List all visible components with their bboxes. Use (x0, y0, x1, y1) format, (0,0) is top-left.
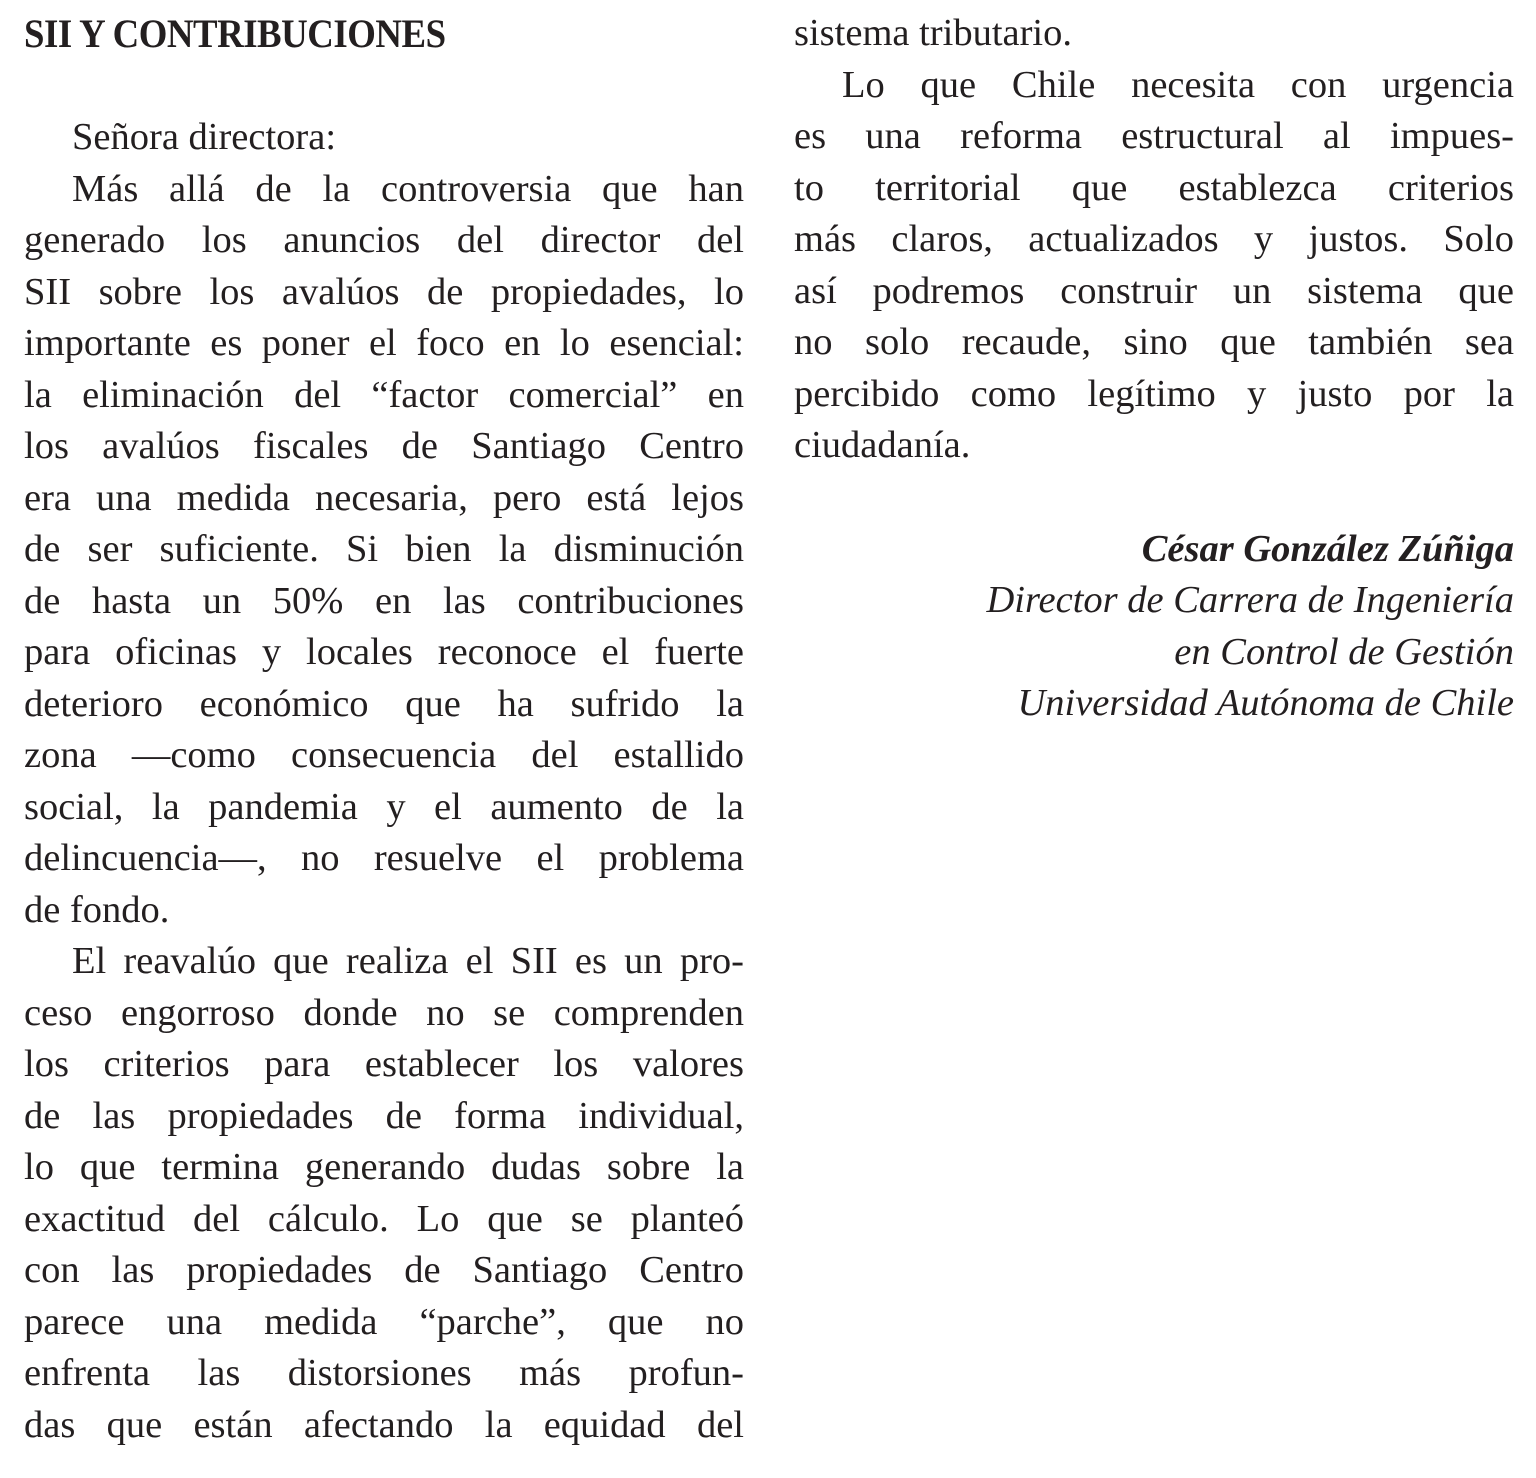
text-line: ceso engorroso donde no se comprenden (24, 991, 744, 1034)
text-line: los criterios para establecer los valores (24, 1043, 744, 1085)
text-line: El reavalúo que realiza el SII es un pro- (72, 940, 744, 982)
text-line: Lo que Chile necesita con urgencia (842, 63, 1514, 106)
text-line: de fondo. (24, 888, 170, 931)
text-line: para oficinas y locales reconoce el fuerte (24, 631, 744, 673)
text-line: delincuencia—, no resuelve el problema (24, 837, 744, 879)
text-line: ciudadanía. (794, 424, 971, 466)
text-line: con las propiedades de Santiago Centro (24, 1249, 744, 1291)
text-line: más claros, actualizados y justos. Solo (794, 218, 1514, 260)
salutation-block (24, 112, 744, 164)
text-line: zona —como consecuencia del estallido (24, 734, 744, 776)
spacer (794, 472, 1514, 524)
right-column (794, 8, 1514, 730)
author-title-continued: en Control de Gestión (1174, 630, 1514, 673)
text-line: sistema tributario. (794, 12, 1072, 54)
author-title: Director de Carrera de Ingeniería (986, 579, 1514, 621)
text-line: los avalúos fiscales de Santiago Centro (24, 425, 744, 467)
text-line: parece una medida “parche”, que no (24, 1300, 744, 1343)
text-line: así podremos construir un sistema que (794, 269, 1514, 312)
text-line: to territorial que establezca criterios (794, 166, 1514, 209)
salutation: Señora directora: (72, 116, 337, 158)
paragraph-2 (24, 936, 744, 1451)
text-line: de ser suficiente. Si bien la disminución (24, 528, 744, 570)
text-line: das que están afectando la equidad del (24, 1403, 744, 1446)
text-line: era una medida necesaria, pero está lejos (24, 476, 744, 519)
text-line: es una reforma estructural al impues- (794, 115, 1514, 157)
text-line: la eliminación del “factor comercial” en (24, 373, 744, 416)
text-line: enfrenta las distorsiones más profun- (24, 1352, 744, 1394)
text-line: de hasta un 50% en las contribuciones (24, 579, 744, 622)
paragraph-3 (794, 60, 1514, 472)
text-line: exactitud del cálculo. Lo que se planteó (24, 1197, 744, 1240)
author-institution: Universidad Autónoma de Chile (1017, 682, 1514, 724)
left-column (24, 8, 744, 1451)
author-name: César González Zúñiga (1141, 527, 1514, 570)
text-line: generado los anuncios del director del (24, 219, 744, 261)
text-line: Más allá de la controversia que han (72, 167, 744, 210)
text-line: de las propiedades de forma individual, (24, 1094, 744, 1137)
text-line: percibido como legítimo y justo por la (794, 372, 1514, 415)
headline: SII Y CONTRIBUCIONES (24, 11, 446, 56)
paragraph-2-continued (794, 8, 1514, 60)
text-line: SII sobre los avalúos de propiedades, lo (24, 270, 744, 313)
text-line: importante es poner el foco en lo esencial: (24, 322, 744, 364)
text-line: social, la pandemia y el aumento de la (24, 785, 744, 828)
text-line: no solo recaude, sino que también sea (794, 321, 1514, 363)
text-line: lo que termina generando dudas sobre la (24, 1146, 744, 1188)
signature-block (794, 524, 1514, 730)
paragraph-1 (24, 164, 744, 937)
text-line: deterioro económico que ha sufrido la (24, 682, 744, 725)
